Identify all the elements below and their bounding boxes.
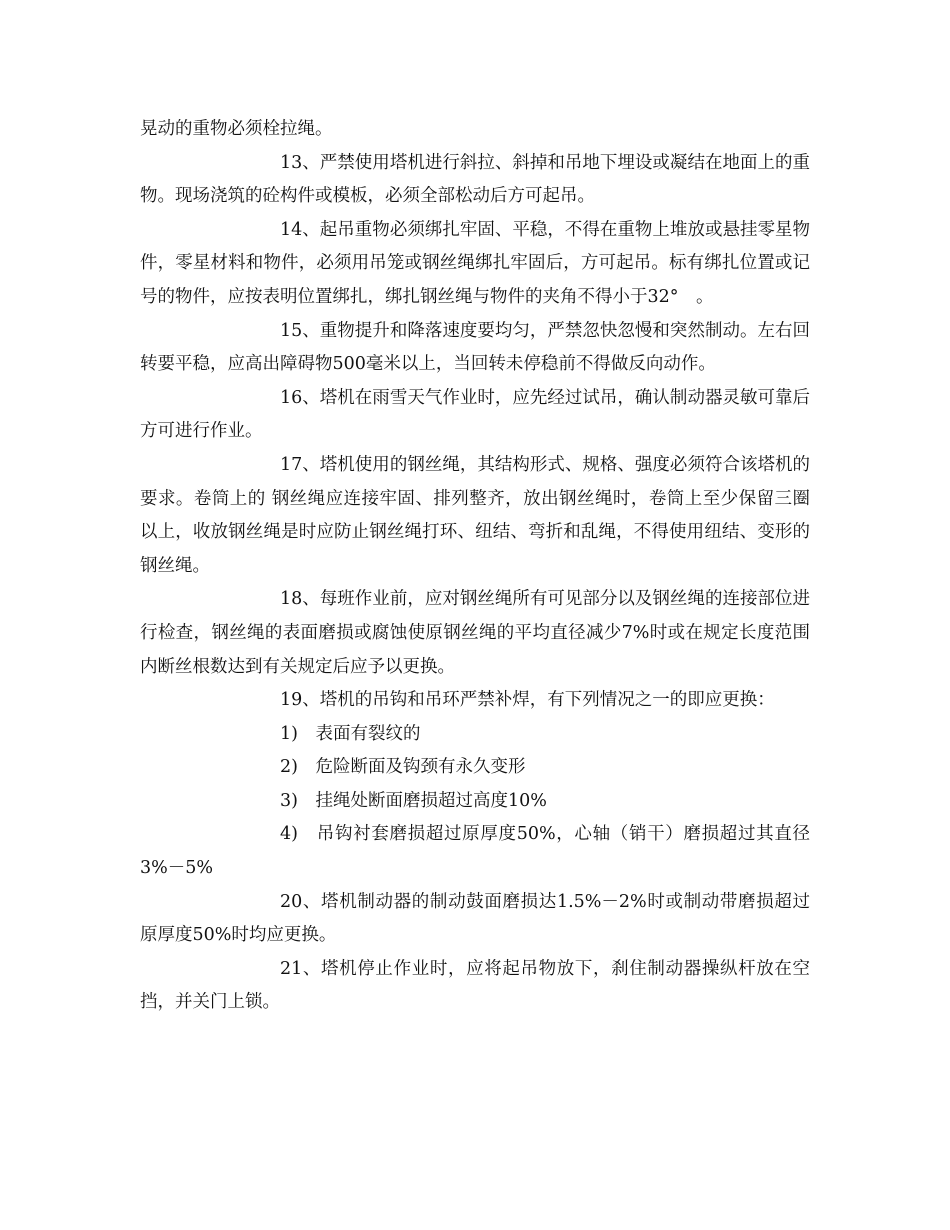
document-page	[140, 113, 810, 1020]
paragraph-20: 20、塔机制动器的制动鼓面磨损达1.5%－2%时或制动带磨损超过原厚度50%时均应更换。	[140, 891, 810, 946]
paragraph-18: 18、每班作业前，应对钢丝绳所有可见部分以及钢丝绳的连接部位进行检查，钢丝绳的表面磨损或腐蚀使原钢丝绳的平均直径减少7%时或在规定长度范围内断丝根数达到有关规定后应予以更换。	[140, 589, 810, 677]
paragraph-continuation: 晃动的重物必须栓拉绳。	[140, 119, 333, 139]
paragraph-19: 19、塔机的吊钩和吊环严禁补焊，有下列情况之一的即应更换：	[280, 690, 775, 711]
paragraph-17: 17、塔机使用的钢丝绳，其结构形式、规格、强度必须符合该塔机的要求。卷筒上的 钢丝绳应连接牢固、排列整齐，放出钢丝绳时，卷筒上至少保留三圈以上，收放钢丝绳是时应防止钢丝绳打环、纽结、弯折和乱绳，不得使用纽结、变形的钢丝绳。	[140, 454, 810, 576]
list-item-19-2: 2) 危险断面及钩颈有永久变形	[280, 757, 526, 778]
list-item-19-1: 1) 表面有裂纹的	[280, 723, 421, 744]
paragraph-21: 21、塔机停止作业时，应将起吊物放下，刹住制动器操纵杆放在空挡，并关门上锁。	[140, 958, 810, 1013]
paragraph-16: 16、塔机在雨雪天气作业时，应先经过试吊，确认制动器灵敏可靠后方可进行作业。	[140, 387, 810, 442]
paragraph-14: 14、起吊重物必须绑扎牢固、平稳，不得在重物上堆放或悬挂零星物件，零星材料和物件，必须用吊笼或钢丝绳绑扎牢固后，方可起吊。标有绑扎位置或记号的物件，应按表明位置绑扎，绑扎钢丝绳与物件的夹角不得小于32° 。	[140, 219, 810, 307]
paragraph-15: 15、重物提升和降落速度要均匀，严禁忽快忽慢和突然制动。左右回转要平稳，应高出障碍物500毫米以上，当回转未停稳前不得做反向动作。	[140, 320, 810, 375]
paragraph-13: 13、严禁使用塔机进行斜拉、斜掉和吊地下埋设或凝结在地面上的重物。现场浇筑的砼构件或模板，必须全部松动后方可起吊。	[140, 152, 810, 207]
list-item-19-3: 3) 挂绳处断面磨损超过高度10%	[280, 790, 547, 811]
list-item-19-4: 4) 吊钩衬套磨损超过原厚度50%，心轴（销干）磨损超过其直径3%－5%	[140, 824, 810, 879]
